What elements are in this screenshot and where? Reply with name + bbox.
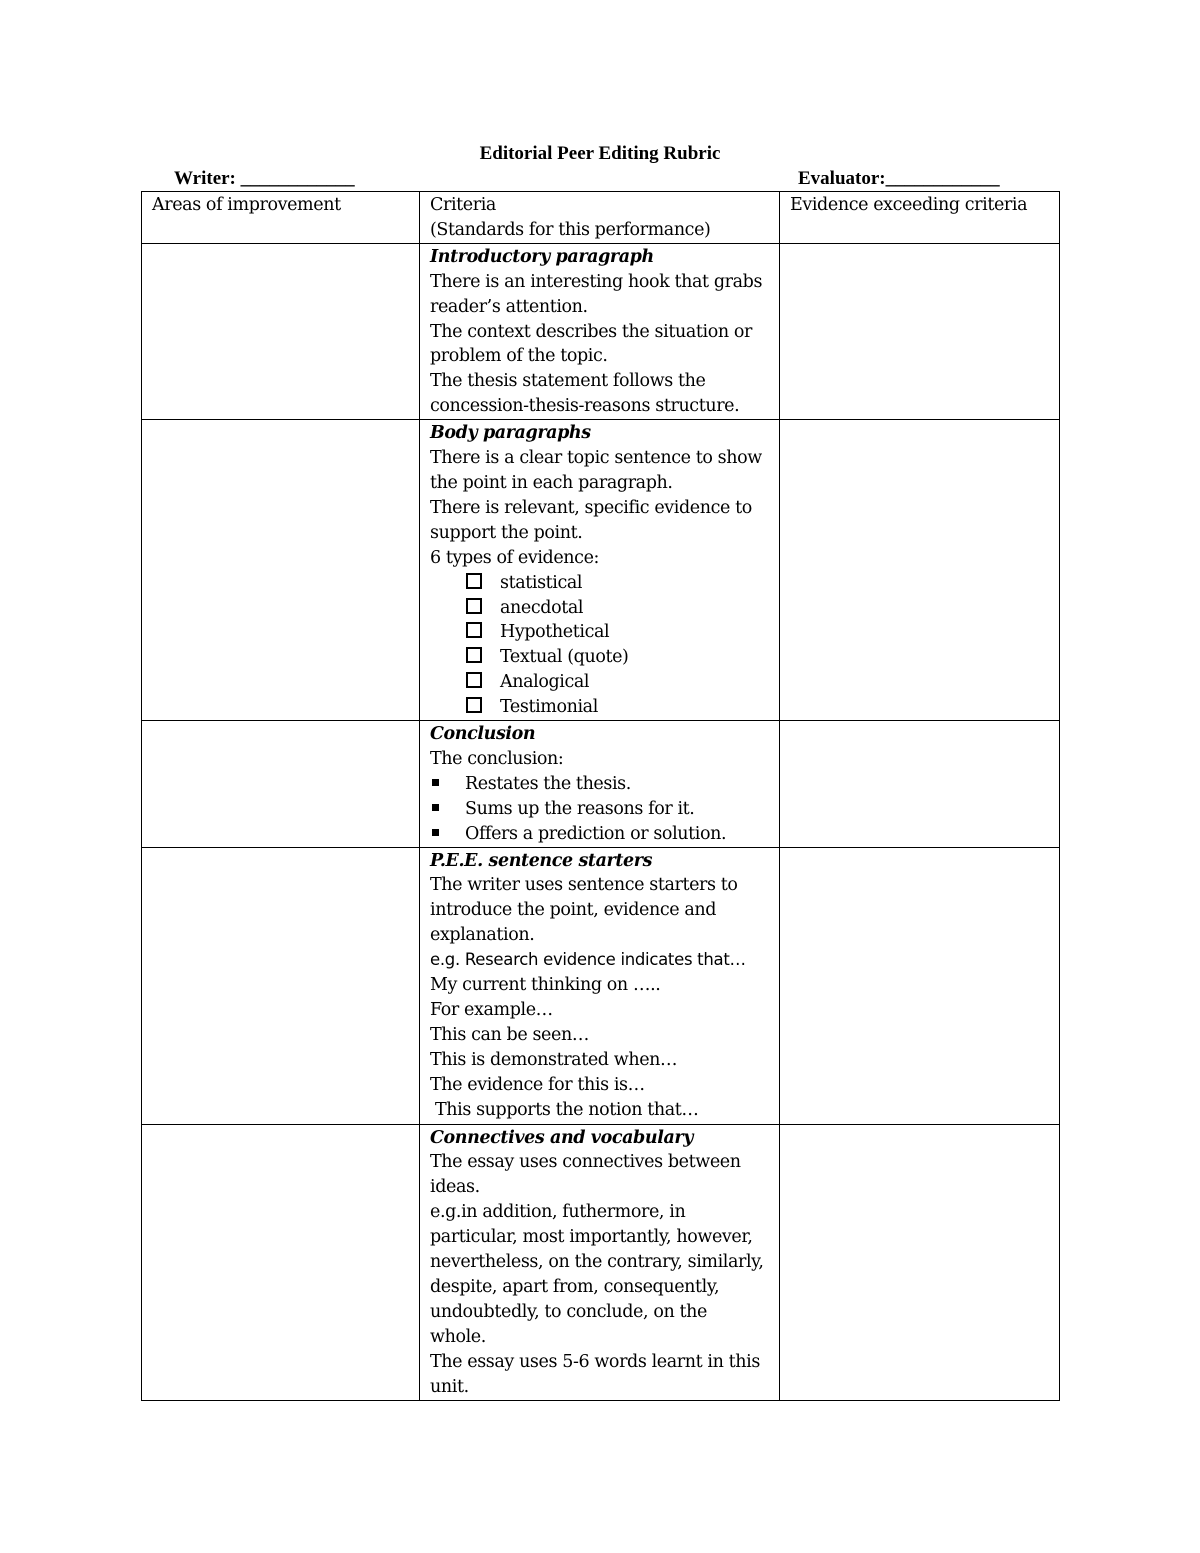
square-bullet-icon — [432, 804, 439, 811]
criteria-line: explanation. — [430, 925, 535, 946]
bullet-item — [430, 772, 771, 797]
checklist-item — [430, 670, 771, 695]
checklist-label: Testimonial — [500, 697, 598, 718]
areas-cell-connectives[interactable] — [142, 1124, 420, 1400]
criteria-cell-pee — [420, 847, 780, 1124]
starter-line: This is demonstrated when… — [430, 1049, 678, 1070]
criteria-line: The context describes the situation or — [430, 321, 752, 342]
checkbox-icon[interactable] — [466, 697, 482, 713]
section-heading: Connectives and vocabulary — [430, 1127, 693, 1148]
checklist-label: Hypothetical — [500, 622, 610, 643]
criteria-line: nevertheless, on the contrary, similarly, — [430, 1252, 764, 1273]
checkbox-icon[interactable] — [466, 573, 482, 589]
criteria-line: e.g.in addition, futhermore, in — [430, 1202, 686, 1223]
criteria-line: whole. — [430, 1326, 486, 1347]
writer-label: Writer: ____________ — [174, 168, 355, 189]
starter-line: This can be seen… — [430, 1024, 589, 1045]
header-areas — [142, 192, 420, 244]
starter-line: For example… — [430, 1000, 553, 1020]
checklist-label: Analogical — [500, 672, 590, 693]
areas-cell-body[interactable] — [142, 420, 420, 721]
row-body — [142, 420, 1060, 721]
bullet-label: Sums up the reasons for it. — [465, 798, 695, 819]
criteria-line: There is a clear topic sentence to show — [430, 448, 762, 469]
criteria-line: problem of the topic. — [430, 346, 608, 367]
criteria-line: The essay uses 5-6 words learnt in this — [430, 1351, 760, 1372]
square-bullet-icon — [432, 829, 439, 836]
bullet-item — [430, 822, 771, 847]
document-title: Editorial Peer Editing Rubric — [479, 143, 721, 164]
criteria-line: The conclusion: — [430, 748, 564, 769]
criteria-line: particular, most importantly, however, — [430, 1227, 753, 1248]
criteria-cell-intro — [420, 243, 780, 419]
header-evidence — [780, 192, 1060, 244]
checklist-label: statistical — [500, 572, 583, 593]
header-row — [142, 192, 1060, 244]
starter-line: My current thinking on ….. — [430, 975, 661, 996]
row-pee — [142, 847, 1060, 1124]
bullet-item — [430, 797, 771, 822]
criteria-line: The thesis statement follows the — [430, 371, 706, 392]
starter-line: The evidence for this is… — [430, 1074, 645, 1095]
section-heading: Conclusion — [430, 724, 536, 745]
starter-line: This supports the notion that… — [435, 1099, 699, 1120]
bullet-label: Restates the thesis. — [465, 773, 631, 794]
criteria-line: undoubtedly, to conclude, on the — [430, 1301, 707, 1322]
checklist-item — [430, 620, 771, 645]
criteria-line: introduce the point, evidence and — [430, 900, 717, 921]
criteria-line: There is an interesting hook that grabs — [430, 271, 763, 292]
evidence-cell-pee[interactable] — [780, 847, 1060, 1124]
criteria-cell-connectives — [420, 1124, 780, 1400]
header-criteria-line1: Criteria — [430, 195, 496, 215]
header-evidence-text: Evidence exceeding criteria — [790, 195, 1028, 215]
areas-cell-conclusion[interactable] — [142, 721, 420, 848]
row-connectives — [142, 1124, 1060, 1400]
section-heading: Introductory paragraph — [430, 246, 654, 267]
checkbox-icon[interactable] — [466, 598, 482, 614]
section-heading: Body paragraphs — [430, 423, 591, 444]
criteria-line: reader’s attention. — [430, 296, 588, 317]
evidence-cell-connectives[interactable] — [780, 1124, 1060, 1400]
criteria-line: The writer uses sentence starters to — [430, 875, 738, 896]
criteria-cell-conclusion — [420, 721, 780, 848]
checkbox-icon[interactable] — [466, 622, 482, 638]
evidence-cell-conclusion[interactable] — [780, 721, 1060, 848]
header-criteria-line2: (Standards for this performance) — [430, 219, 711, 240]
criteria-line: unit. — [430, 1376, 469, 1397]
checklist-label: anecdotal — [500, 597, 584, 618]
header-criteria — [420, 192, 780, 244]
criteria-line: The essay uses connectives between — [430, 1152, 741, 1173]
checklist-item — [430, 645, 771, 670]
checkbox-icon[interactable] — [466, 647, 482, 663]
criteria-line: the point in each paragraph. — [430, 472, 673, 493]
row-conclusion — [142, 721, 1060, 848]
square-bullet-icon — [432, 779, 439, 786]
criteria-line: ideas. — [430, 1177, 480, 1198]
criteria-line: despite, apart from, consequently, — [430, 1277, 720, 1297]
bullet-label: Offers a prediction or solution. — [465, 823, 727, 844]
criteria-line: 6 types of evidence: — [430, 547, 600, 568]
evidence-cell-intro[interactable] — [780, 243, 1060, 419]
checklist-item — [430, 571, 771, 596]
checklist-item — [430, 695, 771, 720]
criteria-cell-body — [420, 420, 780, 721]
rubric-table — [141, 191, 1060, 1401]
checkbox-icon[interactable] — [466, 672, 482, 688]
checklist-label: Textual (quote) — [500, 647, 629, 668]
example-line: e.g. Research evidence indicates that… — [430, 950, 746, 970]
section-heading: P.E.E. sentence starters — [430, 850, 653, 871]
criteria-line: There is relevant, specific evidence to — [430, 497, 752, 518]
checklist-item — [430, 596, 771, 621]
evidence-cell-body[interactable] — [780, 420, 1060, 721]
areas-cell-pee[interactable] — [142, 847, 420, 1124]
header-areas-text: Areas of improvement — [152, 195, 341, 215]
criteria-line: concession-thesis-reasons structure. — [430, 396, 740, 417]
row-intro — [142, 243, 1060, 419]
criteria-line: support the point. — [430, 522, 583, 543]
areas-cell-intro[interactable] — [142, 243, 420, 419]
evaluator-label: Evaluator:____________ — [798, 168, 1000, 189]
